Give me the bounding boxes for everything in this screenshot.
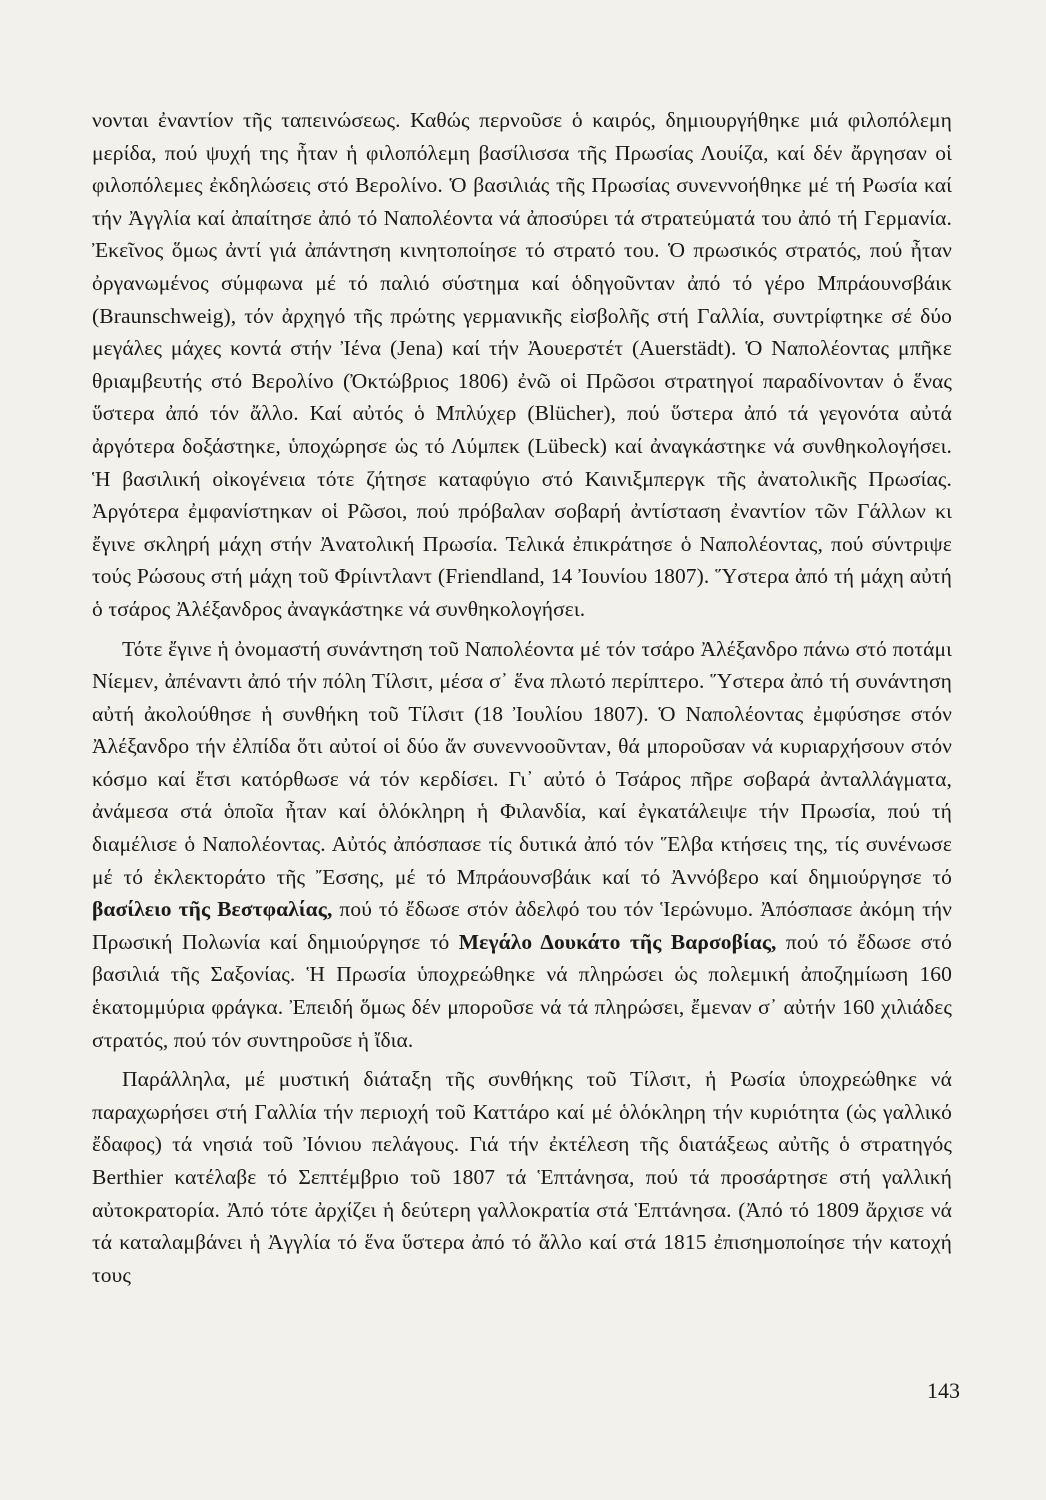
paragraph-1-text: νονται ἐναντίον τῆς ταπεινώσεως. Καθώς περνοῦσε ὁ καιρός, δημιουργήθηκε μιά φιλοπόλεμη μερίδα, πού ψυχή της ἦταν ἡ φιλοπόλεμη βασίλισσα τῆς Πρωσίας Λουίζα, καί δέν ἄργησαν οἱ φιλοπόλεμες ἐκδηλώσεις στό Βερολίνο. Ὁ βασιλιάς τῆς Πρωσίας συνεννοήθηκε μέ τή Ρωσία καί τήν Ἀγγλία καί ἀπαίτησε ἀπό τό Ναπολέοντα νά ἀποσύρει τά στρατεύματά του ἀπό τή Γερμανία. Ἐκεῖνος ὅμως ἀντί γιά ἀπάντηση κινητοποίησε τό στρατό του. Ὁ πρωσικός στρατός, πού ἦταν ὀργανωμένος σύμφωνα μέ τό παλιό σύστημα καί ὁδηγοῦνταν ἀπό τό γέρο Μπράουνσβάικ (Braunschweig), τόν ἀρχηγό τῆς πρώτης γερμανικῆς εἰσβολῆς στή Γαλλία, συντρίφτηκε σέ δύο μεγάλες μάχες κοντά στήν Ἰένα (Jena) καί τήν Ἀουερστέτ (Auerstädt). Ὁ Ναπολέοντας μπῆκε θριαμβευτής στό Βερολίνο (Ὀκτώβριος 1806) ἐνῶ οἱ Πρῶσοι στρατηγοί παραδίνονταν ὁ ἕνας ὕστερα ἀπό τόν ἄλλο. Καί αὐτός ὁ Μπλύχερ (Blücher), πού ὕστερα ἀπό τά γεγονότα αὐτά ἀργότερα δοξάστηκε, ὑποχώρησε ὡς τό Λύμπεκ (Lübeck) καί ἀναγκάστηκε νά συνθηκολογήσει. Ἡ βασιλική οἰκογένεια τότε ζήτησε καταφύγιο στό Καινιξμπεργκ τῆς ἀνατολικῆς Πρωσίας. Ἀργότερα ἐμφανίστηκαν οἱ Ρῶσοι, πού πρόβαλαν σοβαρή ἀντίσταση ἐναντίον τῶν Γάλλων κι ἔγινε σκληρή μάχη στήν Ἀνατολική Πρωσία. Τελικά ἐπικράτησε ὁ Ναπολέοντας, πού σύντριψε τούς Ρώσους στή μάχη τοῦ Φρίιντλαντ (Friendland, 14 Ἰουνίου 1807). Ὕστερα ἀπό τή μάχη αὐτή ὁ τσάρος Ἀλέξανδρος ἀναγκάστηκε νά συνθηκολογήσει. (92, 108, 952, 621)
paragraph-2-text-b: πού τό ἔδωσε στόν ἀδελφό του τόν Ἱερώνυμο. Ἀπόσπασε ἀκόμη τήν Πρωσική Πολωνία καί δημιούργησε τό (92, 897, 952, 954)
paragraph-2-text-a: Τότε ἔγινε ἡ ὀνομαστή συνάντηση τοῦ Ναπολέοντα μέ τόν τσάρο Ἀλέξανδρο πάνω στό ποτάμι Νίεμεν, ἀπέναντι ἀπό τήν πόλη Τίλσιτ, μέσα σ᾽ ἕνα πλωτό περίπτερο. Ὕστερα ἀπό τή συνάντηση αὐτή ἀκολούθησε ἡ συνθήκη τοῦ Τίλσιτ (18 Ἰουλίου 1807). Ὁ Ναπολέοντας ἐμφύσησε στόν Ἀλέξανδρο τήν ἐλπίδα ὅτι αὐτοί οἱ δύο ἄν συνεννοοῦνταν, θά μποροῦσαν νά κυριαρχήσουν στόν κόσμο καί ἔτσι κατόρθωσε νά τόν κερδίσει. Γι᾽ αὐτό ὁ Τσάρος πῆρε σοβαρά ἀνταλλάγματα, ἀνάμεσα στά ὁποῖα ἦταν καί ὁλόκληρη ἡ Φιλανδία, καί ἐγκατάλειψε τήν Πρωσία, πού τή διαμέλισε ὁ Ναπολέοντας. Αὐτός ἀπόσπασε τίς δυτικά ἀπό τόν Ἕλβα κτήσεις της, τίς συνένωσε μέ τό ἐκλεκτοράτο τῆς Ἔσσης, μέ τό Μπράουνσβάικ καί τό Ἀννόβερο καί δημιούργησε τό (92, 636, 952, 889)
paragraph-3-text: Παράλληλα, μέ μυστική διάταξη τῆς συνθήκης τοῦ Τίλσιτ, ἡ Ρωσία ὑποχρεώθηκε νά παραχωρήσει στή Γαλλία τήν περιοχή τοῦ Καττάρο καί μέ ὁλόκληρη τήν κυριότητα (ὡς γαλλικό ἔδαφος) τά νησιά τοῦ Ἰόνιου πελάγους. Γιά τήν ἐκτέλεση τῆς διατάξεως αὐτῆς ὁ στρατηγός Berthier κατέλαβε τό Σεπτέμβριο τοῦ 1807 τά Ἑπτάνησα, πού τά προσάρτησε στή γαλλική αὐτοκρατορία. Ἀπό τότε ἀρχίζει ἡ δεύτερη γαλλοκρατία στά Ἑπτάνησα. (Ἀπό τό 1809 ἄρχισε νά τά καταλαμβάνει ἡ Ἀγγλία τό ἕνα ὕστερα ἀπό τό ἄλλο καί στά 1815 ἐπισημοποίησε τήν κατοχή τους (92, 1067, 952, 1287)
page-body (92, 104, 952, 1291)
paragraph-2 (92, 633, 952, 1057)
paragraph-3 (92, 1063, 952, 1291)
page-number: 143 (927, 1378, 960, 1403)
paragraph-2-text-c: πού τό ἔδωσε στό βασιλιά τῆς Σαξονίας. Ἡ Πρωσία ὑποχρεώθηκε νά πληρώσει ὡς πολεμική ἀποζημίωση 160 ἑκατομμύρια φράγκα. Ἐπειδή ὅμως δέν μποροῦσε νά τά πληρώσει, ἔμεναν σ᾽ αὐτήν 160 χιλιάδες στρατός, πού τόν συντηροῦσε ἡ ἴδια. (92, 929, 952, 1052)
duchy-warsaw-term: Μεγάλο Δουκάτο τῆς Βαρσοβίας, (458, 929, 777, 954)
kingdom-westphalia-term: βασίλειο τῆς Βεστφαλίας, (92, 897, 333, 922)
paragraph-1 (92, 104, 952, 626)
